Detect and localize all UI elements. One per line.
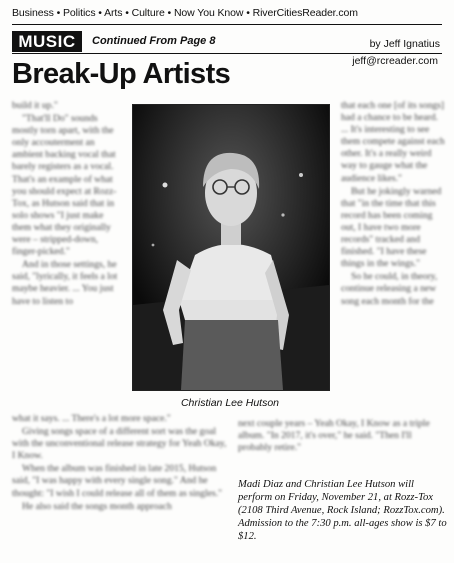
byline: by Jeff Ignatius [369,38,440,50]
paragraph: Giving songs space of a different sort was the goal with the unconventional release strategy for Yeah Okay, I Know. [12,426,227,462]
paragraph: build it up." [12,100,58,111]
body-column-right [341,100,445,309]
continued-note: Continued From Page 8 [92,35,216,47]
paragraph: that each one [of its songs] had a chance to be heard. ... It's interesting to see them compete against each other. It's a really weird way to gauge what the audience likes." [341,100,445,184]
portrait-illustration [133,105,329,390]
body-column-left-bottom [12,413,230,514]
headline: Break-Up Artists [12,58,231,90]
section-rule [12,53,442,54]
photo-caption: Christian Lee Hutson [180,397,280,409]
paragraph: what it says. ... There's a lot more space." [12,413,171,424]
body-column-mid-bottom [238,418,444,455]
artist-photo [132,104,330,391]
paragraph: "That'll Do" sounds mostly torn apart, with the only accouterment an ambient backing vocal that barely registers as a vocal. That's an example of what you should expect at Rozz-Tox, as Hutson said that in solo shows "I just make them what they originally were – stripped-down, finger-picked." [12,113,117,258]
paragraph: next couple years – Yeah Okay, I Know as a triple album. "In 2017, it's over," he said. "Then I'll probably retire." [238,418,430,454]
paragraph: He also said the songs month approach [22,500,172,512]
event-note: Madi Diaz and Christian Lee Hutson will perform on Friday, November 21, at Rozz-Tox (2108 Third Avenue, Rock Island; RozzTox.com). Admission to the 7:30 p.m. all-ages show is $7 to $12. [238,479,447,542]
author-email: jeff@rcreader.com [352,55,438,67]
paragraph: When the album was finished in late 2015, Hutson said, "I was happy with every single song." And he thought: "I wish I could release all of them as singles." [12,463,223,499]
header-rule [12,24,442,25]
site-navigation-strip: Business • Politics • Arts • Culture • Now You Know • RiverCitiesReader.com [12,7,358,19]
section-tag: MUSIC [12,31,82,52]
body-column-left [12,100,124,309]
paragraph: And in those settings, he said, "lyrically, it feels a lot maybe heavier. ... You just have to listen to [12,259,118,307]
paragraph: But he jokingly warned that "in the time that this record has been coming out, I have two more records" tracked and finished. "I have these things in the wings." [341,185,442,270]
paragraph: So he could, in theory, continue releasing a new song each month for the [341,271,438,307]
